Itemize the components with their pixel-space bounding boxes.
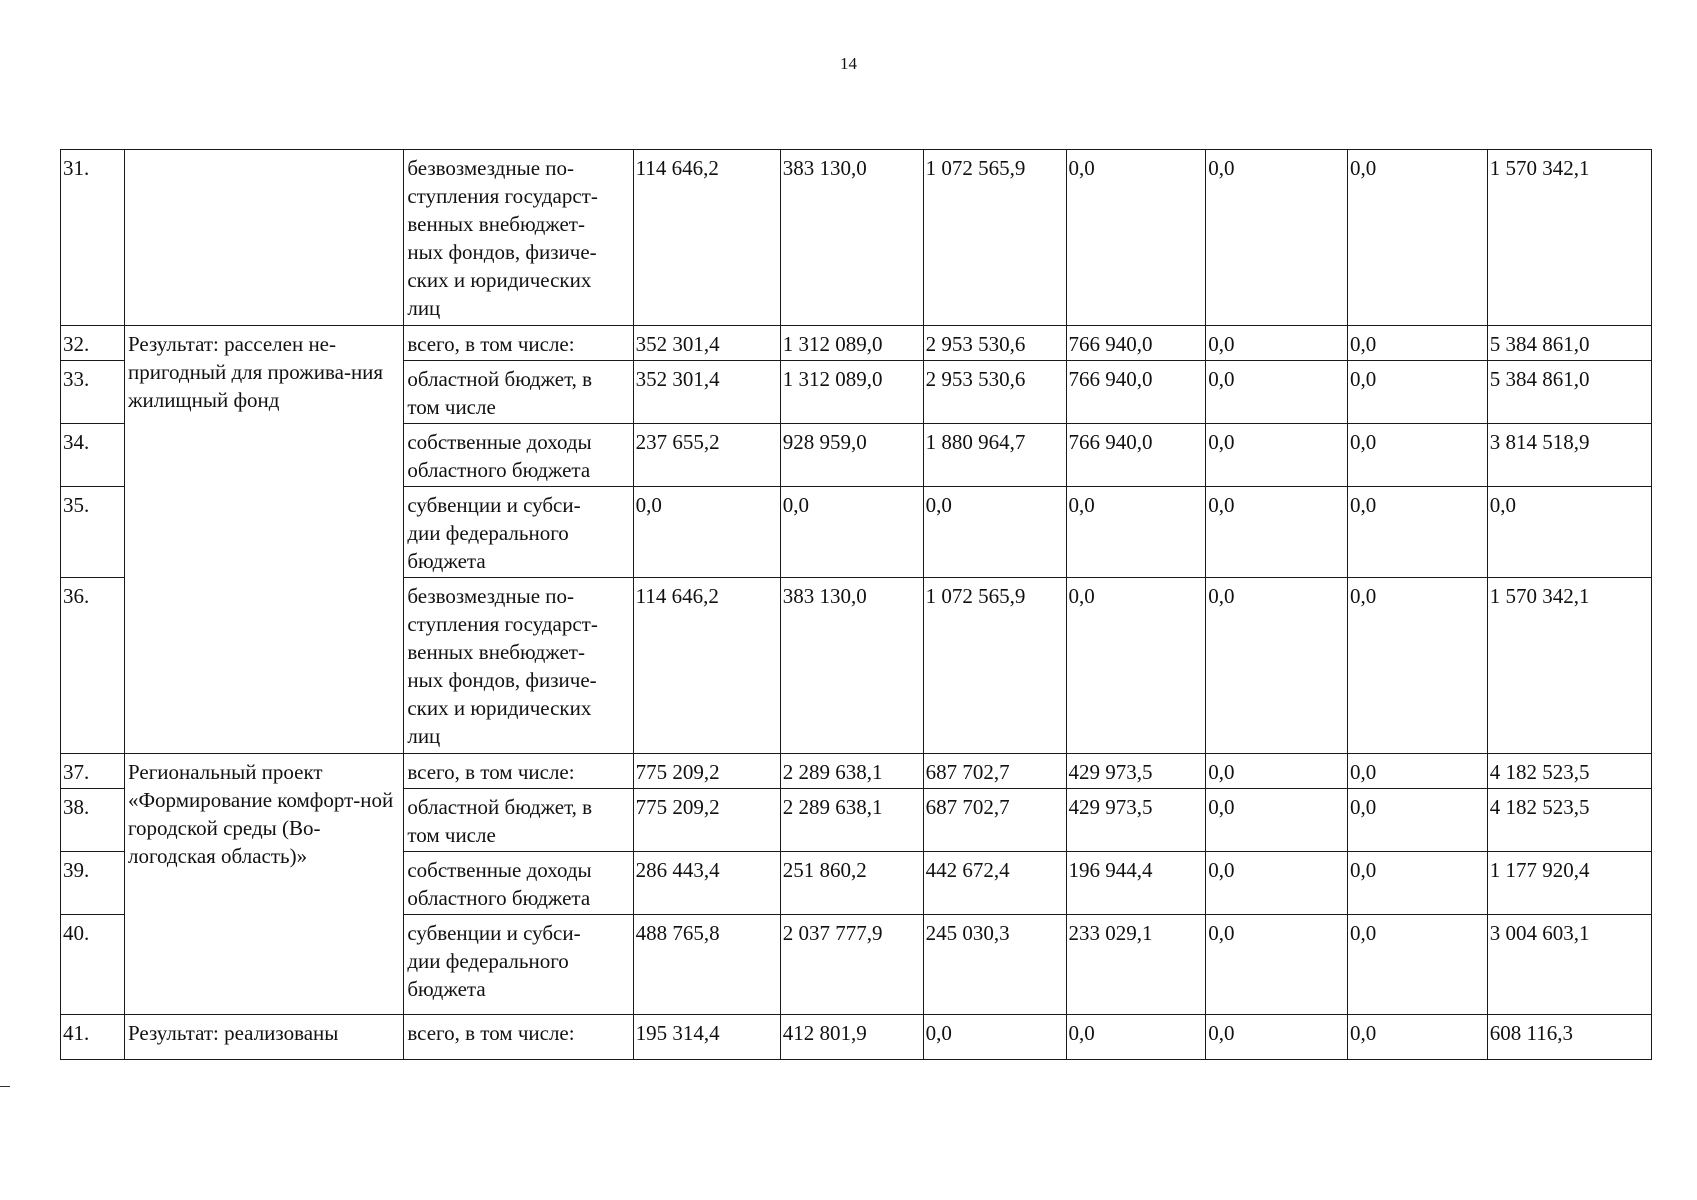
year-value-cell: 0,0	[780, 487, 923, 578]
year-value-cell: 0,0	[1348, 487, 1488, 578]
year-value-cell: 2 289 638,1	[780, 753, 923, 788]
row-number: 39.	[61, 852, 125, 915]
year-value-cell: 0,0	[1348, 150, 1488, 326]
year-value-cell: 0,0	[1206, 852, 1348, 915]
group-label: Результат: расселен не-пригодный для прожива-ния жилищный фонд	[124, 325, 403, 753]
table-row	[61, 150, 1652, 326]
funding-source: собственные доходы областного бюджета	[404, 423, 633, 486]
year-value-cell: 2 953 530,6	[923, 360, 1066, 423]
group-label: Результат: реализованы	[124, 1014, 403, 1059]
funding-source: всего, в том числе:	[404, 753, 633, 788]
year-value-cell: 0,0	[1206, 423, 1348, 486]
year-value-cell: 286 443,4	[633, 852, 780, 915]
funding-source: всего, в том числе:	[404, 1014, 633, 1059]
row-number: 37.	[61, 753, 125, 788]
total-value-cell: 4 182 523,5	[1487, 753, 1651, 788]
row-number: 32.	[61, 325, 125, 360]
year-value-cell: 0,0	[1206, 325, 1348, 360]
page-number: 14	[840, 54, 857, 73]
margin-tick	[0, 1086, 10, 1087]
year-value-cell: 0,0	[1206, 753, 1348, 788]
year-value-cell: 251 860,2	[780, 852, 923, 915]
funding-source: безвозмездные по- ступления государст- венных внебюджет- ных фондов, физиче- ских и юридических лиц	[404, 578, 633, 754]
year-value-cell: 0,0	[1066, 150, 1206, 326]
year-value-cell: 0,0	[1206, 1014, 1348, 1059]
total-value-cell: 1 570 342,1	[1487, 578, 1651, 754]
year-value-cell: 429 973,5	[1066, 753, 1206, 788]
year-value-cell: 0,0	[1348, 578, 1488, 754]
funding-source: безвозмездные по- ступления государст- венных внебюджет- ных фондов, физиче- ских и юридических лиц	[404, 150, 633, 326]
year-value-cell: 352 301,4	[633, 325, 780, 360]
group-label: Региональный проект «Формирование комфорт-ной городской среды (Во-логодская область)»	[124, 753, 403, 1014]
year-value-cell: 0,0	[923, 487, 1066, 578]
year-value-cell: 1 312 089,0	[780, 325, 923, 360]
row-number: 41.	[61, 1014, 125, 1059]
funding-source: субвенции и субси- дии федерального бюджета	[404, 487, 633, 578]
year-value-cell: 114 646,2	[633, 578, 780, 754]
row-number: 36.	[61, 578, 125, 754]
year-value-cell: 429 973,5	[1066, 789, 1206, 852]
funding-source: областной бюджет, в том числе	[404, 360, 633, 423]
funding-source: собственные доходы областного бюджета	[404, 852, 633, 915]
year-value-cell: 0,0	[1066, 487, 1206, 578]
year-value-cell: 237 655,2	[633, 423, 780, 486]
year-value-cell: 488 765,8	[633, 915, 780, 1014]
year-value-cell: 1 072 565,9	[923, 150, 1066, 326]
year-value-cell: 0,0	[1348, 325, 1488, 360]
total-value-cell: 4 182 523,5	[1487, 789, 1651, 852]
year-value-cell: 383 130,0	[780, 578, 923, 754]
year-value-cell: 687 702,7	[923, 753, 1066, 788]
year-value-cell: 0,0	[1348, 915, 1488, 1014]
total-value-cell: 3 814 518,9	[1487, 423, 1651, 486]
year-value-cell: 1 880 964,7	[923, 423, 1066, 486]
row-number: 35.	[61, 487, 125, 578]
year-value-cell: 0,0	[1348, 789, 1488, 852]
year-value-cell: 442 672,4	[923, 852, 1066, 915]
year-value-cell: 0,0	[1066, 1014, 1206, 1059]
year-value-cell: 0,0	[1206, 578, 1348, 754]
year-value-cell: 766 940,0	[1066, 360, 1206, 423]
budget-table	[60, 149, 1652, 1060]
table-row	[61, 325, 1652, 360]
year-value-cell: 775 209,2	[633, 789, 780, 852]
group-label	[124, 150, 403, 326]
total-value-cell: 1 570 342,1	[1487, 150, 1651, 326]
year-value-cell: 245 030,3	[923, 915, 1066, 1014]
year-value-cell: 233 029,1	[1066, 915, 1206, 1014]
funding-source: субвенции и субси- дии федерального бюджета	[404, 915, 633, 1014]
table-row	[61, 1014, 1652, 1059]
year-value-cell: 0,0	[1348, 1014, 1488, 1059]
year-value-cell: 0,0	[633, 487, 780, 578]
year-value-cell: 2 037 777,9	[780, 915, 923, 1014]
year-value-cell: 2 289 638,1	[780, 789, 923, 852]
total-value-cell: 5 384 861,0	[1487, 325, 1651, 360]
row-number: 34.	[61, 423, 125, 486]
year-value-cell: 195 314,4	[633, 1014, 780, 1059]
funding-source: областной бюджет, в том числе	[404, 789, 633, 852]
year-value-cell: 114 646,2	[633, 150, 780, 326]
year-value-cell: 196 944,4	[1066, 852, 1206, 915]
row-number: 38.	[61, 789, 125, 852]
year-value-cell: 1 072 565,9	[923, 578, 1066, 754]
year-value-cell: 352 301,4	[633, 360, 780, 423]
row-number: 33.	[61, 360, 125, 423]
budget-table-container	[60, 149, 1652, 1060]
year-value-cell: 0,0	[1348, 852, 1488, 915]
year-value-cell: 0,0	[923, 1014, 1066, 1059]
year-value-cell: 0,0	[1206, 150, 1348, 326]
year-value-cell: 766 940,0	[1066, 325, 1206, 360]
total-value-cell: 5 384 861,0	[1487, 360, 1651, 423]
year-value-cell: 766 940,0	[1066, 423, 1206, 486]
year-value-cell: 928 959,0	[780, 423, 923, 486]
year-value-cell: 0,0	[1206, 487, 1348, 578]
table-body	[61, 150, 1652, 1060]
year-value-cell: 0,0	[1206, 789, 1348, 852]
year-value-cell: 2 953 530,6	[923, 325, 1066, 360]
table-row	[61, 753, 1652, 788]
year-value-cell: 0,0	[1348, 360, 1488, 423]
year-value-cell: 0,0	[1206, 915, 1348, 1014]
year-value-cell: 0,0	[1348, 753, 1488, 788]
year-value-cell: 412 801,9	[780, 1014, 923, 1059]
total-value-cell: 608 116,3	[1487, 1014, 1651, 1059]
year-value-cell: 1 312 089,0	[780, 360, 923, 423]
funding-source: всего, в том числе:	[404, 325, 633, 360]
total-value-cell: 1 177 920,4	[1487, 852, 1651, 915]
year-value-cell: 383 130,0	[780, 150, 923, 326]
year-value-cell: 0,0	[1206, 360, 1348, 423]
year-value-cell: 0,0	[1066, 578, 1206, 754]
year-value-cell: 775 209,2	[633, 753, 780, 788]
total-value-cell: 3 004 603,1	[1487, 915, 1651, 1014]
total-value-cell: 0,0	[1487, 487, 1651, 578]
year-value-cell: 0,0	[1348, 423, 1488, 486]
row-number: 31.	[61, 150, 125, 326]
row-number: 40.	[61, 915, 125, 1014]
year-value-cell: 687 702,7	[923, 789, 1066, 852]
